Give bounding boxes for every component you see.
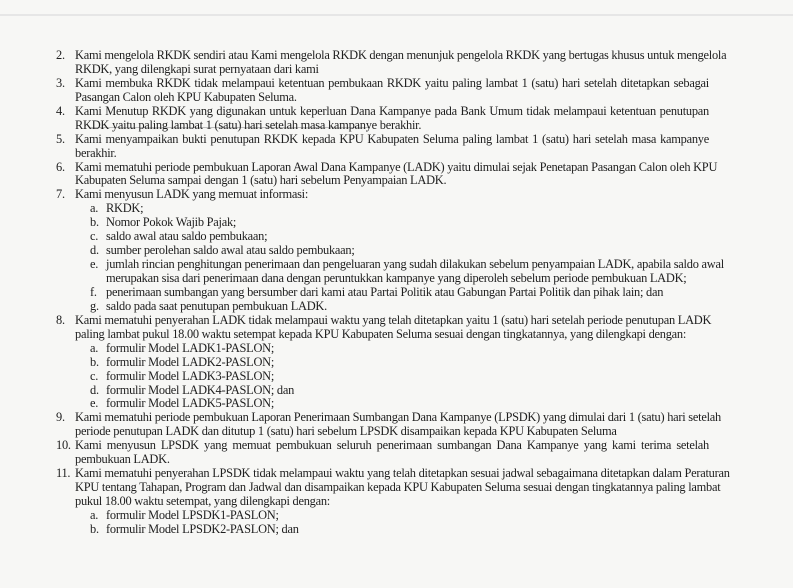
line-text: Pasangan Calon oleh KPU Kabupaten Seluma. [75,89,297,104]
numbered-list-item [0,439,793,467]
list-marker: b. [90,215,99,230]
text-line [0,230,793,244]
line-text: formulir Model LADK1-PASLON; [106,340,275,355]
document-body [0,49,793,537]
line-text: Kami mematuhi periode pembukuan Laporan Awal Dana Kampanye (LADK) yaitu dimulai sejak Penetapan Pasangan Calon oleh KPU [75,159,718,174]
numbered-list-item [0,467,793,509]
line-text: sumber perolehan saldo awal atau saldo pembukaan; [106,243,355,258]
sub-list-item [0,202,793,216]
numbered-list-item [0,161,793,189]
line-text: saldo awal atau saldo pembukaan; [106,229,268,244]
text-line [0,272,793,286]
text-line [0,133,793,147]
numbered-list-item [0,314,793,342]
list-marker: 11. [56,466,71,481]
text-line [0,411,793,425]
numbered-list-item [0,411,793,439]
text-line [0,523,793,537]
sub-list-item [0,230,793,244]
text-line [0,105,793,119]
line-text: formulir Model LADK3-PASLON; [106,368,275,383]
line-text: Kami mematuhi penyerahan LADK tidak melampaui waktu yang telah ditetapkan yaitu 1 (satu) hari setelah periode penutupan LADK [75,312,712,327]
line-text: berakhir. [75,145,117,160]
text-line [0,342,793,356]
list-marker: c. [90,368,99,383]
numbered-list-item [0,188,793,202]
line-text: formulir Model LADK2-PASLON; [106,354,275,369]
text-line [0,384,793,398]
sub-list-item [0,286,793,300]
text-line [0,481,793,495]
list-marker: a. [90,340,99,355]
line-text: jumlah rincian penghitungan penerimaan dan pengeluaran yang sudah dilakukan sebelum penyampaian LADK, apabila saldo awal [106,257,724,272]
scan-artifact-line [0,14,793,16]
line-text: paling lambat pukul 18.00 waktu setempat kepada KPU Kabupaten Seluma sesuai dengan tingkatannya, yang dilengkapi dengan: [75,326,687,341]
text-line [0,314,793,328]
line-text: RKDK; [106,201,144,216]
text-line [0,425,793,439]
line-text: RKDK yaitu paling lambat 1 (satu) hari setelah masa kampanye berakhir. [75,117,422,132]
sub-list-item [0,244,793,258]
line-text: saldo pada saat penutupan pembukuan LADK. [106,298,327,313]
text-line [0,147,793,161]
line-text: Kami menyampaikan bukti penutupan RKDK kepada KPU Kabupaten Seluma paling lambat 1 (satu) hari setelah masa kampanye [75,131,709,146]
list-marker: 6. [56,159,65,174]
numbered-list-item [0,105,793,133]
text-line [0,467,793,481]
text-line [0,63,793,77]
sub-list-item [0,370,793,384]
numbered-list-item [0,49,793,77]
text-line [0,370,793,384]
line-text: formulir Model LADK5-PASLON; [106,396,275,411]
sub-list-item [0,300,793,314]
list-marker: b. [90,354,99,369]
text-line [0,91,793,105]
line-text: formulir Model LPSDK2-PASLON; dan [106,521,299,536]
line-text: Kami menyusun LPSDK yang memuat pembukuan seluruh penerimaan sumbangan Dana Kampanye yang kami terima setelah [75,438,709,453]
line-text: Kami Menutup RKDK yang digunakan untuk keperluan Dana Kampanye pada Bank Umum tidak melampaui ketentuan penutupan [75,103,709,118]
sub-list-item [0,523,793,537]
text-line [0,188,793,202]
text-line [0,356,793,370]
text-line [0,174,793,188]
line-text: formulir Model LADK4-PASLON; dan [106,382,295,397]
list-marker: d. [90,382,99,397]
sub-list-item [0,384,793,398]
sub-list-item [0,216,793,230]
sub-list-item [0,509,793,523]
list-marker: 8. [56,312,65,327]
text-line [0,453,793,467]
sub-list-item [0,258,793,286]
list-marker: 3. [56,75,65,90]
list-marker: 5. [56,131,65,146]
text-line [0,216,793,230]
line-text: formulir Model LPSDK1-PASLON; [106,507,279,522]
list-marker: b. [90,521,99,536]
list-marker: c. [90,229,99,244]
text-line [0,495,793,509]
text-line [0,258,793,272]
list-marker: 9. [56,410,65,425]
line-text: penerimaan sumbangan yang bersumber dari kami atau Partai Politik atau Gabungan Partai Politik dan pihak lain; dan [106,284,664,299]
line-text: periode penutupan LADK dan ditutup 1 (satu) hari sebelum LPSDK disampaikan kepada KPU Kabupaten Seluma [75,424,617,439]
line-text: Kami membuka RKDK tidak melampaui ketentuan pembukaan RKDK yaitu paling lambat 1 (satu) hari setelah ditetapkan sebagai [75,75,709,90]
text-line [0,202,793,216]
sub-list-item [0,356,793,370]
list-marker: a. [90,507,99,522]
sub-list-item [0,342,793,356]
line-text: Nomor Pokok Wajib Pajak; [106,215,237,230]
text-line [0,286,793,300]
list-marker: d. [90,243,99,258]
list-marker: 4. [56,103,65,118]
text-line [0,300,793,314]
text-line [0,244,793,258]
line-text: Kami mematuhi periode pembukuan Laporan Penerimaan Sumbangan Dana Kampanye (LPSDK) yang dimulai dari 1 (satu) hari setelah [75,410,721,425]
text-line [0,509,793,523]
numbered-list-item [0,77,793,105]
list-marker: f. [90,284,97,299]
line-text: Kami menyusun LADK yang memuat informasi: [75,187,309,202]
text-line [0,328,793,342]
text-line [0,49,793,63]
line-text: RKDK, yang dilengkapi surat pernyataan dari kami [75,61,319,76]
text-line [0,119,793,133]
text-line [0,397,793,411]
line-text: pembukuan LADK. [75,452,170,467]
line-text: KPU tentang Tahapan, Program dan Jadwal dan disampaikan kepada KPU Kabupaten Seluma sesuai dengan tingkatannya paling lambat [75,480,721,495]
text-line [0,439,793,453]
line-text: Kami mematuhi penyerahan LPSDK tidak melampaui waktu yang telah ditetapkan sesuai jadwal sebagaimana ditetapkan dalam Peraturan [75,466,730,481]
sub-list-item [0,397,793,411]
list-marker: 10. [56,438,71,453]
line-text: pukul 18.00 waktu setempat, yang dilengkapi dengan: [75,494,330,508]
line-text: Kami mengelola RKDK sendiri atau Kami mengelola RKDK dengan menunjuk pengelola RKDK yang bertugas khusus untuk mengelola [75,48,727,62]
list-marker: a. [90,201,99,216]
text-line [0,77,793,91]
line-text: merupakan sisa dari penerimaan dana dengan peruntukkan kampanye yang diperoleh sebelum periode pembukuan LADK; [106,271,687,285]
list-marker: 2. [56,48,65,62]
line-text: Kabupaten Seluma sampai dengan 1 (satu) hari sebelum Penyampaian LADK. [75,173,447,188]
list-marker: 7. [56,187,65,202]
numbered-list-item [0,133,793,161]
list-marker: g. [90,298,99,313]
list-marker: e. [90,396,99,411]
text-line [0,161,793,175]
list-marker: e. [90,257,99,272]
